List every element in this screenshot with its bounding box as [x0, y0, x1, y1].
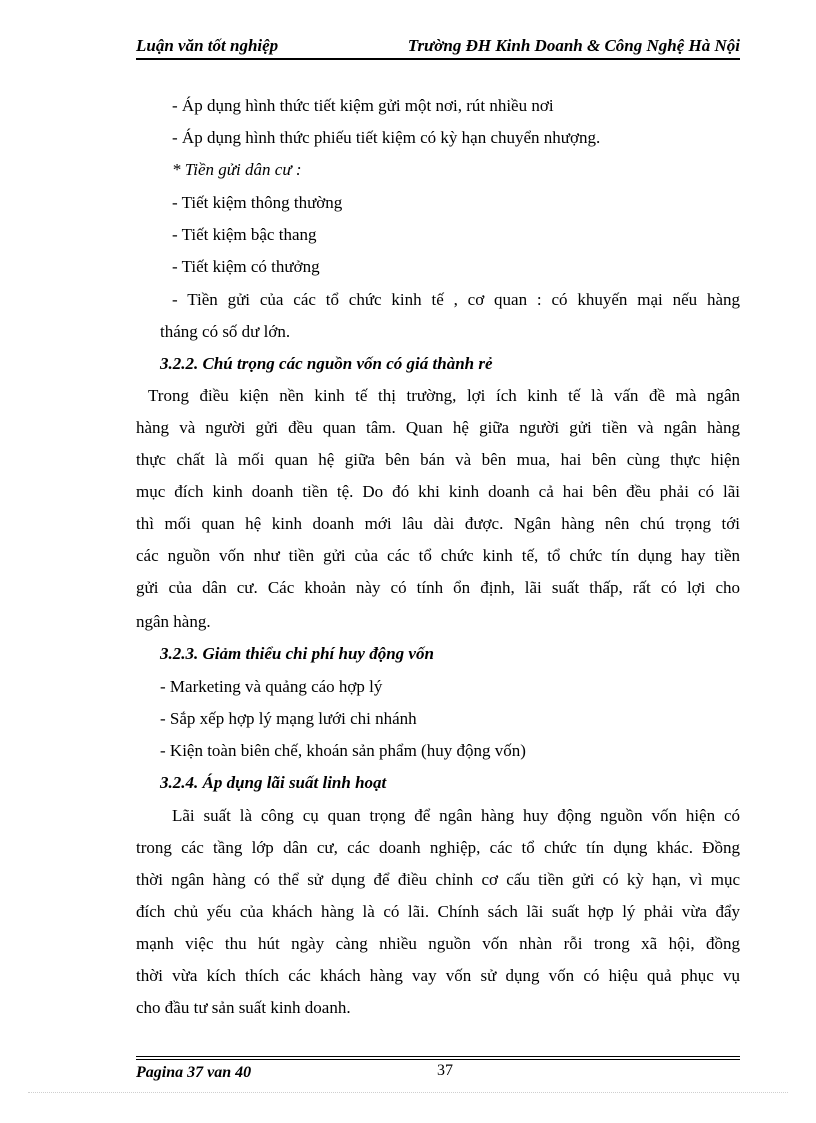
paragraph-line: cho đầu tư sản suất kinh doanh. [136, 998, 351, 1017]
footer-page-label: Pagina 37 van 40 [136, 1064, 252, 1081]
list-item: - Kiện toàn biên chế, khoán sản phẩm (huy động vốn) [160, 741, 526, 760]
footer-divider-bottom [136, 1059, 740, 1060]
paragraph-line: mạnh việc thu hút ngày càng nhiều nguồn vốn nhàn rỗi trong xã hội, đồng [136, 934, 740, 953]
paragraph-line: thời ngân hàng có thể sử dụng để điều chỉnh cơ cấu tiền gửi có kỳ hạn, vì mục [136, 870, 740, 889]
list-item: - Áp dụng hình thức phiếu tiết kiệm có kỳ hạn chuyển nhượng. [172, 128, 601, 147]
footer-page-number: 37 [437, 1062, 453, 1079]
list-item: - Marketing và quảng cáo hợp lý [160, 677, 383, 696]
paragraph-line: thì mối quan hệ kinh doanh mới lâu dài được. Ngân hàng nên chú trọng tới [136, 514, 740, 533]
paragraph-line: thời vừa kích thích các khách hàng vay vốn sử dụng vốn có hiệu quả phục vụ [136, 966, 740, 985]
paragraph-line: Trong điều kiện nền kinh tế thị trường, lợi ích kinh tế là vấn đề mà ngân [148, 386, 740, 405]
list-item-continuation: tháng có số dư lớn. [160, 322, 291, 341]
list-item: - Sắp xếp hợp lý mạng lưới chi nhánh [160, 709, 417, 728]
section-heading-3-2-4: 3.2.4. Áp dụng lãi suất linh hoạt [160, 773, 387, 792]
list-item: - Tiết kiệm bậc thang [172, 225, 317, 244]
footer-divider-top [136, 1056, 740, 1057]
subheading-deposits: * Tiền gửi dân cư : [172, 160, 302, 179]
paragraph-line: ngân hàng. [136, 612, 211, 631]
page-edge-dotted-line [28, 1092, 788, 1093]
paragraph-line: Lãi suất là công cụ quan trọng để ngân hàng huy động nguồn vốn hiện có [172, 806, 740, 825]
list-item: - Tiền gửi của các tổ chức kinh tế , cơ quan : có khuyến mại nếu hàng [172, 290, 740, 309]
list-item: - Tiết kiệm có thưởng [172, 257, 320, 276]
paragraph-line: các nguồn vốn như tiền gửi của các tổ chức kinh tế, tổ chức tín dụng hay tiền [136, 546, 740, 565]
page-header [136, 36, 740, 60]
paragraph-line: thực chất là mối quan hệ giữa bên bán và bên mua, hai bên cùng thực hiện [136, 450, 740, 469]
paragraph-line: đích chủ yếu của khách hàng là có lãi. Chính sách lãi suất hợp lý phải vừa đẩy [136, 902, 740, 921]
list-item: - Áp dụng hình thức tiết kiệm gửi một nơi, rút nhiều nơi [172, 96, 554, 115]
header-divider [136, 58, 740, 60]
paragraph-line: mục đích kinh doanh tiền tệ. Do đó khi kinh doanh cả hai bên đều phải có lãi [136, 482, 740, 501]
list-item: - Tiết kiệm thông thường [172, 193, 343, 212]
header-right-title: Trường ĐH Kinh Doanh & Công Nghệ Hà Nội [407, 36, 740, 55]
paragraph-line: hàng và người gửi đều quan tâm. Quan hệ giữa người gửi tiền và ngân hàng [136, 418, 740, 437]
paragraph-line: trong các tầng lớp dân cư, các doanh nghiệp, các tổ chức tín dụng khác. Đồng [136, 838, 740, 857]
header-left-title: Luận văn tốt nghiệp [136, 36, 279, 55]
section-heading-3-2-2: 3.2.2. Chú trọng các nguồn vốn có giá thành rẻ [160, 354, 493, 373]
paragraph-line: gửi của dân cư. Các khoản này có tính ổn định, lãi suất thấp, rất có lợi cho [136, 578, 740, 597]
section-heading-3-2-3: 3.2.3. Giảm thiểu chi phí huy động vốn [160, 644, 434, 663]
